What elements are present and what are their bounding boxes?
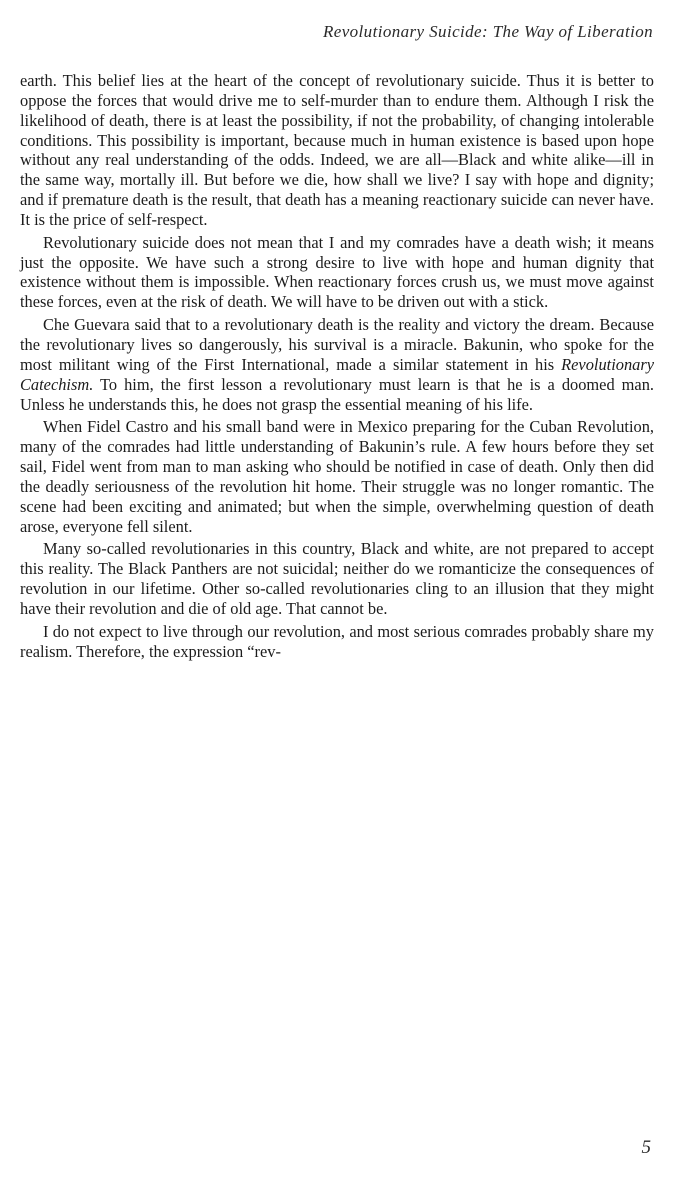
paragraph (20, 622, 654, 662)
paragraph-text: earth. This belief lies at the heart of the concept of revolutionary suicide. Thus it is better to oppose the forces that would drive me to self-murder than to endure them. Although I risk the likelihood of death, there is at least the possibility, if not the probability, of changing intolerable conditions. This possibility is important, because much in human existence is based upon hope without any real understanding of the odds. Indeed, we are all—Black and white alike—ill in the same way, mortally ill. But before we die, how shall we live? I say with hope and dignity; and if premature death is the result, that death has a meaning reactionary suicide can never have. It is the price of self-respect. (20, 71, 654, 229)
paragraph (20, 417, 654, 536)
paragraph (20, 539, 654, 618)
body-text (20, 71, 654, 664)
book-title-citation: Revolutionary Catechism. (20, 354, 654, 394)
running-head: Revolutionary Suicide: The Way of Liberation (322, 22, 653, 41)
paragraph-text: I do not expect to live through our revolution, and most serious comrades probably share my realism. Therefore, the expression “rev- (20, 621, 654, 661)
paragraph-text: When Fidel Castro and his small band were in Mexico preparing for the Cuban Revolution, many of the comrades had little understanding of Bakunin’s rule. A few hours before they set sail, Fidel went from man to man asking who should be notified in case of death. Only then did the deadly seriousness of the revolution hit home. Their struggle was no longer romantic. The scene had been exciting and animated; but when the simple, overwhelming question of death arose, everyone fell silent. (20, 417, 654, 536)
paragraph-text: Che Guevara said that to a revolutionary death is the reality and victory the dream. Because the revolutionary lives so dangerously, his survival is a miracle. Bakunin, who spoke for the most militant wing of the First International, made a similar statement in his (20, 315, 654, 374)
paragraph-text: Many so-called revolutionaries in this country, Black and white, are not prepared to accept this reality. The Black Panthers are not suicidal; neither do we romanticize the consequences of revolution in our lifetime. Other so-called revolutionaries cling to an illusion that they might have their revolution and die of old age. That cannot be. (20, 539, 654, 618)
paragraph-text: To him, the first lesson a revolutionary must learn is that he is a doomed man. Unless he understands this, he does not grasp the essential meaning of his life. (20, 374, 654, 414)
paragraph (20, 233, 654, 312)
page-number: 5 (641, 1137, 651, 1158)
paragraph (20, 71, 654, 230)
paragraph-text: Revolutionary suicide does not mean that I and my comrades have a death wish; it means just the opposite. We have such a strong desire to live with hope and human dignity that existence without them is impossible. When reactionary forces crush us, we must move against these forces, even at the risk of death. We will have to be driven out with a stick. (20, 232, 654, 312)
paragraph (20, 315, 654, 414)
